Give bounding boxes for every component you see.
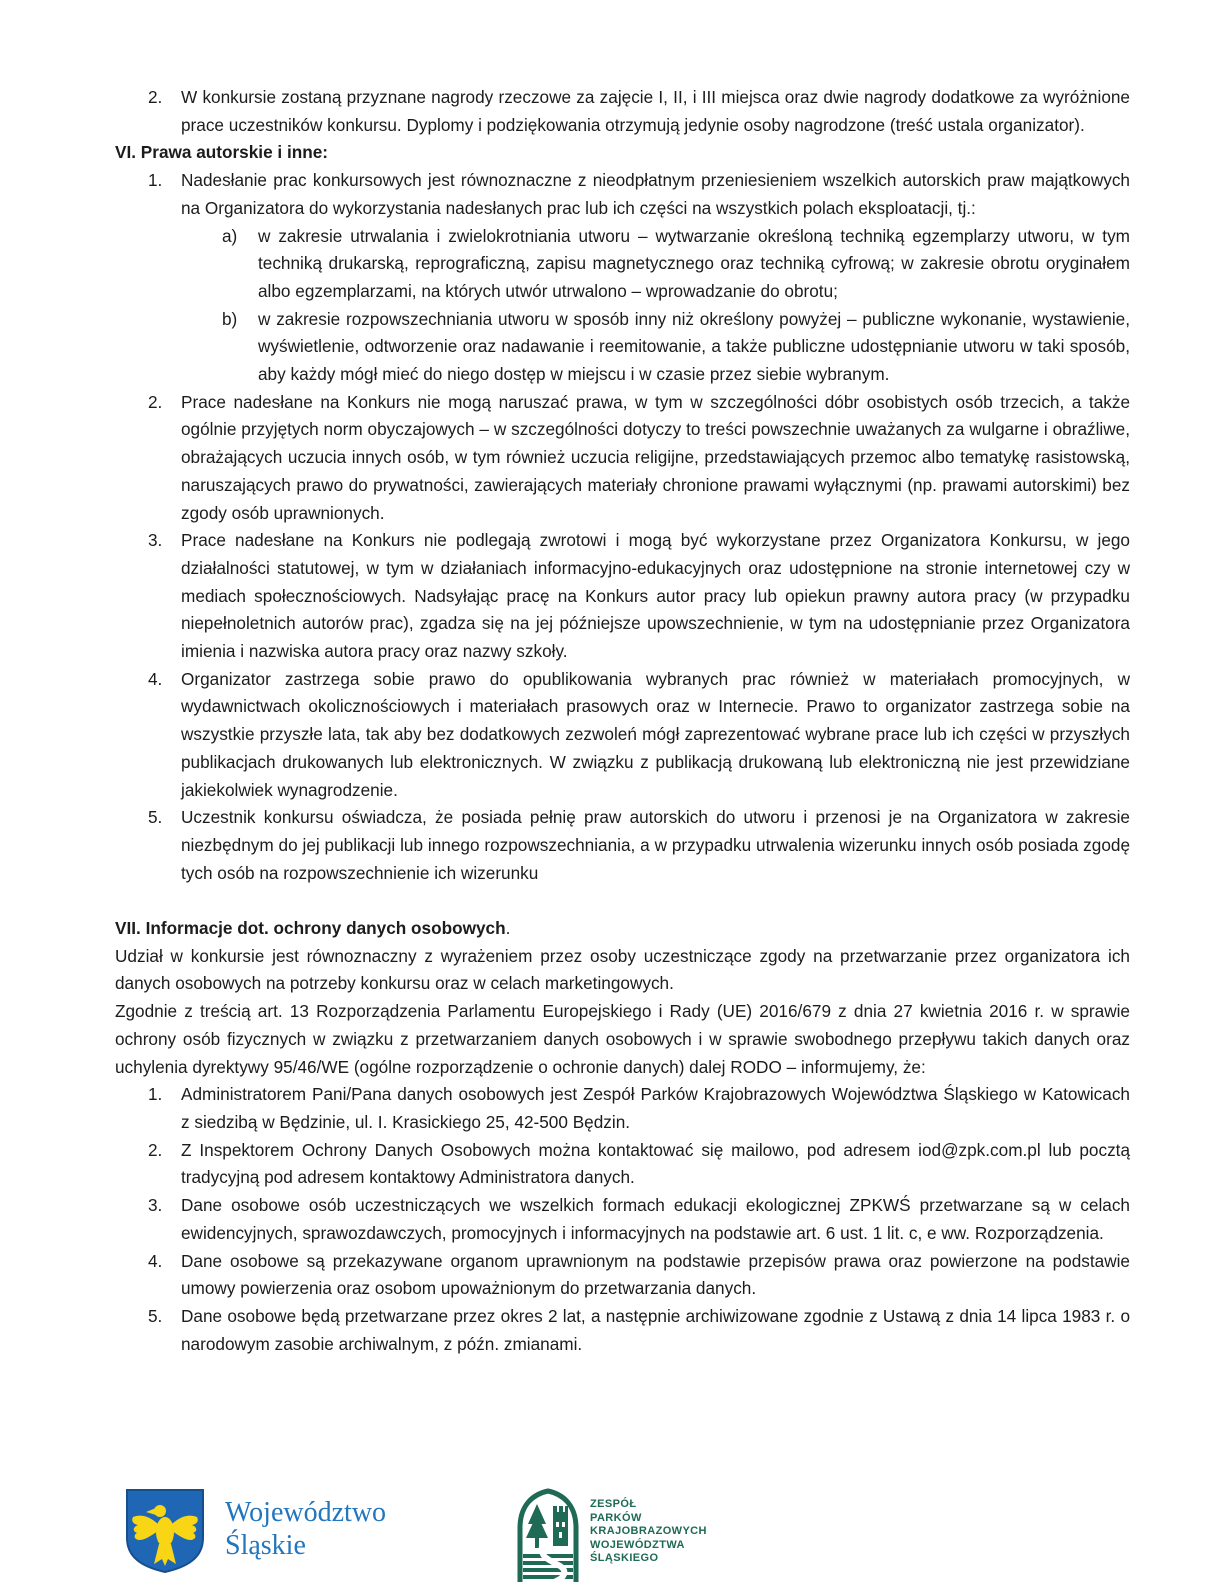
zpk-logo	[516, 1488, 707, 1584]
zpk-label-line: WOJEWÓDZTWA	[590, 1538, 685, 1551]
wojewodztwo-slaskie-logo	[125, 1488, 386, 1574]
list-item	[115, 1081, 1130, 1136]
sub-list-item	[115, 223, 1130, 306]
section-vii-heading-text: VII. Informacje dot. ochrony danych osobowych	[115, 918, 506, 939]
wojewodztwo-line: Województwo	[225, 1497, 387, 1528]
list-item-marker: 5.	[148, 807, 163, 828]
list-item-marker: 4.	[148, 1250, 163, 1271]
list-item-text: Dane osobowe są przekazywane organom uprawnionym na podstawie przepisów prawa oraz powierzone na podstawie umowy powierzenia oraz osobom upoważnionym do przetwarzania danych.	[181, 1250, 1130, 1299]
list-item	[115, 167, 1130, 222]
list-item-text: Uczestnik konkursu oświadcza, że posiada pełnię praw autorskich do utworu i przenosi je na Organizatora w zakresie niezbędnym do jej publikacji lub innego rozpowszechniania, a w przypadku utrwalenia wizerunku innych osób posiada zgodę tych osób na rozpowszechnienie ich wizerunku	[181, 807, 1130, 883]
list-item	[115, 527, 1130, 666]
paragraph: Zgodnie z treścią art. 13 Rozporządzenia Parlamentu Europejskiego i Rady (UE) 2016/679 z dnia 27 kwietnia 2016 r. w sprawie ochrony osób fizycznych w związku z przetwarzaniem danych osobowych i w sprawie swobodnego przepływu takich danych oraz uchylenia dyrektywy 95/46/WE (ogólne rozporządzenie o ochronie danych) dalej RODO – informujemy, że:	[115, 1001, 1130, 1077]
list-item-text: Z Inspektorem Ochrony Danych Osobowych można kontaktować się mailowo, pod adresem iod@zpk.com.pl lub pocztą tradycyjną pod adresem kontaktowy Administratora danych.	[181, 1139, 1130, 1188]
zpk-label-line: KRAJOBRAZOWYCH	[590, 1525, 707, 1537]
list-item	[115, 1137, 1130, 1192]
list-item-marker: 3.	[148, 1195, 163, 1216]
list-item	[115, 1303, 1130, 1358]
list-item-marker: 1.	[148, 170, 163, 191]
list-item-text: w zakresie utrwalania i zwielokrotniania utworu – wytwarzanie określoną techniką egzemplarzy utworu, w tym techniką drukarską, reprograficzną, zapisu magnetycznego oraz techniką cyfrową; w zakresie obrotu oryginałem albo egzemplarzami, na których utwór utrwalono – wprowadzanie do obrotu;	[258, 225, 1130, 301]
zpk-park-arch-icon	[516, 1488, 580, 1584]
list-item-text: Dane osobowe osób uczestniczących we wszelkich formach edukacji ekologicznej ZPKWŚ przetwarzane są w celach ewidencyjnych, sprawozdawczych, promocyjnych i informacyjnych na podstawie art. 6 ust. 1 lit. c, e ww. Rozporządzenia.	[181, 1195, 1130, 1243]
zpk-label-line: ZESPÓŁ	[590, 1498, 637, 1510]
list-item-marker: a)	[222, 225, 238, 246]
list-item-text: Nadesłanie prac konkursowych jest równoznaczne z nieodpłatnym przeniesieniem wszelkich autorskich praw majątkowych na Organizatora do wykorzystania nadesłanych prac lub ich części na wszystkich polach eksploatacji, tj.:	[181, 170, 1130, 218]
list-item-text: w zakresie rozpowszechniania utworu w sposób inny niż określony powyżej – publiczne wykonanie, wystawienie, wyświetlenie, odtworzenie oraz nadawanie i reemitowanie, a także publiczne udostępnianie utworu w taki sposób, aby każdy mógł mieć do niego dostęp w miejscu i w czasie przez siebie wybranym.	[258, 308, 1130, 385]
footer-logos	[125, 1488, 707, 1584]
zpk-label-line: ŚLĄSKIEGO	[590, 1552, 659, 1564]
sub-list-item	[115, 306, 1130, 389]
list-item	[115, 389, 1130, 528]
zpk-label	[590, 1498, 707, 1566]
list-item-text: Prace nadesłane na Konkurs nie mogą naruszać prawa, w tym w szczególności dóbr osobistych osób trzecich, a także ogólnie przyjętych norm obyczajowych – w szczególności dotyczy to treści powszechnie uważanych za wulgarne i obraźliwe, obrażających uczucia innych osób, w tym również uczucia religijne, przedstawiających przemoc albo tematykę rasistowską, naruszających prawo do prywatności, zawierających materiały chronione prawami wyłącznymi (np. prawami autorskimi) bez zgody osób uprawnionych.	[181, 391, 1130, 523]
list-item-marker: b)	[222, 308, 238, 329]
list-item-marker: 2.	[148, 1139, 163, 1160]
section-vii-heading	[115, 915, 1130, 943]
list-item-text: Dane osobowe będą przetwarzane przez okres 2 lat, a następnie archiwizowane zgodnie z Ustawą z dnia 14 lipca 1983 r. o narodowym zasobie archiwalnym, z późn. zmianami.	[181, 1305, 1130, 1354]
list-item	[115, 1192, 1130, 1247]
list-item	[115, 666, 1130, 805]
list-item-marker: 2.	[148, 391, 163, 412]
list-item	[115, 804, 1130, 887]
list-item-text: Prace nadesłane na Konkurs nie podlegają zwrotowi i mogą być wykorzystane przez Organizatora Konkursu, w jego działalności statutowej, w tym w działaniach informacyjno-edukacyjnych oraz udostępnione na stronie internetowej czy w mediach społecznościowych. Nadsyłając pracę na Konkurs autor pracy lub opiekun prawny autora pracy (w przypadku niepełnoletnich autorów prac), zgadza się na jej późniejsze upowszechnienie, w tym na udostępnianie przez Organizatora imienia i nazwiska autora pracy oraz nazwy szkoły.	[181, 530, 1130, 662]
list-item-text: W konkursie zostaną przyznane nagrody rzeczowe za zajęcie I, II, i III miejsca oraz dwie nagrody dodatkowe za wyróżnione prace uczestników konkursu. Dyplomy i podziękowania otrzymują jedynie osoby nagrodzone (treść ustala organizator).	[181, 87, 1130, 135]
silesia-coat-of-arms-icon	[125, 1488, 205, 1574]
list-item-marker: 4.	[148, 668, 163, 689]
list-item-marker: 5.	[148, 1305, 163, 1326]
list-item-text: Administratorem Pani/Pana danych osobowych jest Zespół Parków Krajobrazowych Województwa Śląskiego w Katowicach z siedzibą w Będzinie, ul. I. Krasickiego 25, 42-500 Będzin.	[181, 1084, 1130, 1132]
list-item-marker: 2.	[148, 87, 163, 107]
wojewodztwo-slaskie-label	[225, 1496, 386, 1562]
section-vii-heading-period: .	[505, 918, 511, 939]
list-item-text: Organizator zastrzega sobie prawo do opublikowania wybranych prac również w materiałach promocyjnych, w wydawnictwach okolicznościowych i materiałach prasowych oraz w Internecie. Prawo to organizator zastrzega sobie na wszystkie przyszłe lata, tak aby bez dodatkowych zezwoleń mógł zaprezentować wybrane prace lub ich części w przyszłych publikacjach drukowanych lub elektronicznych. W związku z publikacją drukowaną lub elektroniczną nie jest przewidziane jakiekolwiek wynagrodzenie.	[181, 668, 1130, 800]
slaskie-line: Śląskie	[225, 1530, 306, 1561]
section-vi-heading: VI. Prawa autorskie i inne:	[115, 142, 329, 163]
list-item-marker: 1.	[148, 1084, 163, 1105]
zpk-label-line: PARKÓW	[590, 1511, 642, 1524]
list-item	[115, 84, 1130, 139]
paragraph: Udział w konkursie jest równoznaczny z wyrażeniem przez osoby uczestniczące zgody na przetwarzanie przez organizatora ich danych osobowych na potrzeby konkursu oraz w celach marketingowych.	[115, 945, 1130, 994]
list-item-marker: 3.	[148, 530, 163, 551]
list-item	[115, 1248, 1130, 1303]
